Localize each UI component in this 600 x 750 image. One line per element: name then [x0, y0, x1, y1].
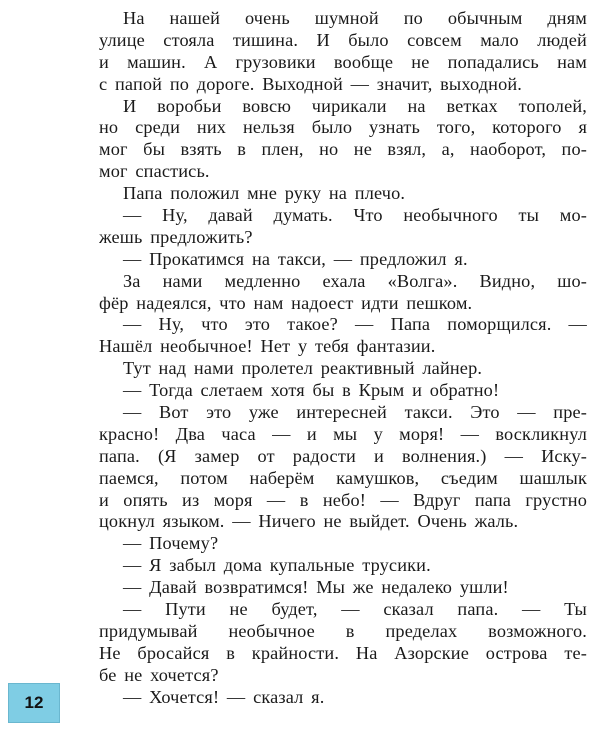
text-line: красно! Два часа — и мы у моря! — воскликнул: [99, 423, 587, 444]
text-line: с папой по дороге. Выходной — значит, выходной.: [99, 73, 523, 94]
text-line: паемся, потом наберём камушков, съедим шашлык: [99, 467, 587, 488]
story-text: [99, 8, 587, 709]
text-line: — Пути не будет, — сказал папа. — Ты: [123, 599, 587, 620]
page-number: 12: [24, 693, 44, 712]
text-line: Тут над нами пролетел реактивный лайнер.: [123, 358, 483, 379]
page-number-badge: [8, 683, 60, 723]
text-line: — Я забыл дома купальные трусики.: [123, 555, 431, 576]
text-line: но среди них нельзя было узнать того, которого я: [99, 117, 587, 138]
text-line: мог бы взять в плен, но не взял, а, наоборот, по-: [99, 139, 587, 160]
text-line: Не бросайся в крайности. На Азорские острова те-: [99, 642, 587, 663]
text-line: — Ну, что это такое? — Папа поморщился. —: [123, 314, 587, 335]
text-line: И воробьи вовсю чирикали на ветках тополей,: [123, 95, 587, 116]
text-line: цокнул языком. — Ничего не выйдет. Очень жаль.: [99, 511, 519, 532]
text-line: — Прокатимся на такси, — предложил я.: [123, 248, 468, 269]
text-line: — Ну, давай думать. Что необычного ты мо-: [123, 205, 587, 226]
text-line: и машин. А грузовики вообще не попадались нам: [99, 51, 587, 72]
text-line: бе не хочется?: [99, 664, 219, 685]
text-line: и опять из моря — в небо! — Вдруг папа грустно: [99, 489, 587, 510]
text-line: Папа положил мне руку на плечо.: [123, 183, 406, 204]
text-line: фёр надеялся, что нам надоест идти пешком.: [99, 292, 473, 313]
text-line: — Давай возвратимся! Мы же недалеко ушли!: [123, 577, 509, 598]
text-line: Нашёл необычное! Нет у тебя фантазии.: [99, 336, 436, 357]
text-line: мог спастись.: [99, 161, 210, 182]
text-line: придумывай необычное в пределах возможного.: [99, 620, 587, 641]
text-line: папа. (Я замер от радости и волнения.) — Иску-: [99, 445, 587, 466]
text-line: жешь предложить?: [99, 226, 253, 247]
text-line: — Тогда слетаем хотя бы в Крым и обратно!: [123, 380, 500, 401]
text-line: улице стояла тишина. И было совсем мало людей: [99, 29, 587, 50]
text-line: — Хочется! — сказал я.: [123, 686, 325, 707]
text-line: — Вот это уже интересней такси. Это — пре-: [123, 402, 587, 423]
text-line: На нашей очень шумной по обычным дням: [123, 8, 587, 28]
text-line: — Почему?: [123, 533, 219, 554]
text-line: За нами медленно ехала «Волга». Видно, шо-: [123, 270, 587, 291]
